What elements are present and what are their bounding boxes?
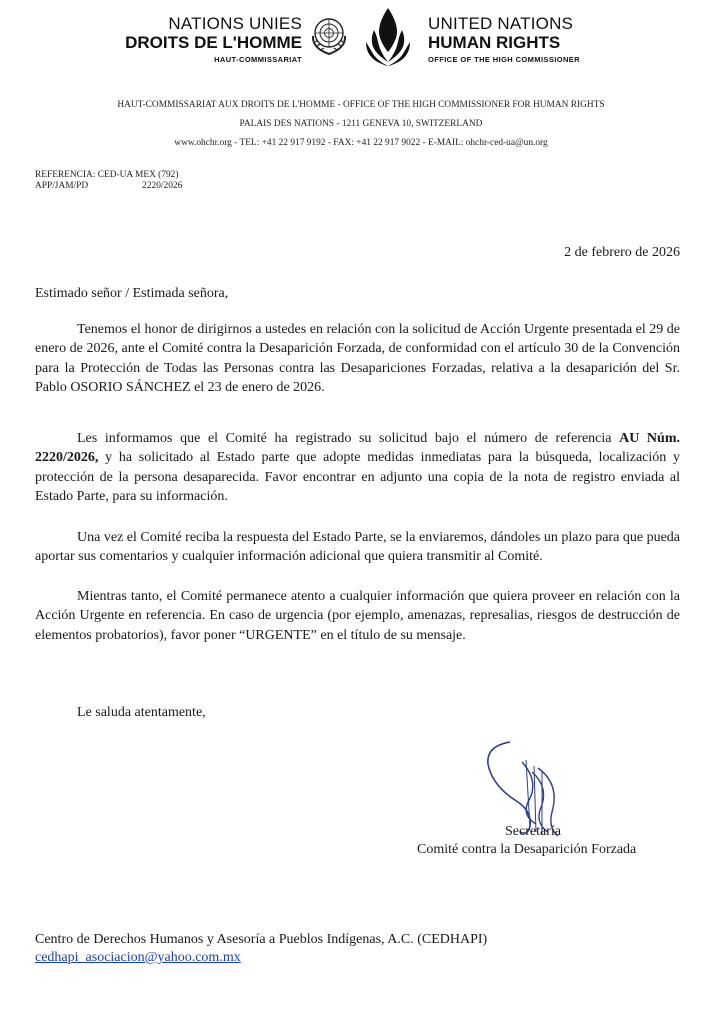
recipient-name: Centro de Derechos Humanos y Asesoría a Pueblos Indígenas, A.C. (CEDHAPI) — [35, 932, 488, 947]
paragraph-2-start: Les informamos que el Comité ha registrado su solicitud bajo el número de referencia — [77, 431, 620, 446]
office-line1: HAUT-COMMISSARIAT AUX DROITS DE L'HOMME - OFFICE OF THE HIGH COMMISSIONER FOR HUMAN RIGHTS — [117, 100, 605, 110]
paragraph-2 — [35, 429, 680, 507]
letterhead-fr-line1: NATIONS UNIES — [168, 14, 302, 33]
letterhead-en-line2: HUMAN RIGHTS — [428, 33, 561, 52]
reference-label: APP/JAM/PD — [35, 181, 89, 191]
letterhead-english — [428, 14, 648, 64]
signature-organization: Comité contra la Desaparición Forzada — [417, 842, 637, 857]
reference-code: 2220/2026 — [142, 181, 183, 191]
signature-role: Secretaría — [505, 824, 561, 839]
letterhead-french — [118, 14, 302, 64]
paragraph-1: Tenemos el honor de dirigirnos a ustedes en relación con la solicitud de Acción Urgente presentada el 29 de enero de 2026, ante el Comité contra la Desaparición Forzada, de conformidad con el artículo 30 de la Convención para la Protección de Todas las Personas contra las Desapariciones Forzadas, relativa a la desaparición del Sr. Pablo OSORIO SÁNCHEZ el 23 de enero de 2026. — [35, 322, 680, 396]
human-rights-flame-icon — [360, 4, 416, 70]
letter-date: 2 de febrero de 2026 — [564, 245, 680, 260]
salutation: Estimado señor / Estimada señora, — [35, 286, 229, 301]
letterhead-en-line1: UNITED NATIONS — [428, 14, 574, 33]
reference-line2 — [35, 181, 182, 192]
office-line2: PALAIS DES NATIONS - 1211 GENEVA 10, SWITZERLAND — [239, 119, 483, 129]
paragraph-2-end: y ha solicitado al Estado parte que adopte medidas inmediatas para la búsqueda, localización y protección de la persona desaparecida. Favor encontrar en adjunto una copia de la nota de registro enviada al Estado Parte, para su información. — [35, 450, 680, 505]
closing: Le saluda atentamente, — [77, 705, 206, 720]
un-emblem-icon — [306, 12, 352, 58]
reference-number-bold: AU Núm. 2220/2026, — [35, 431, 680, 466]
recipient-email-link[interactable]: cedhapi_asociacion@yahoo.com.mx — [35, 950, 241, 965]
letterhead-en-line3: OFFICE OF THE HIGH COMMISSIONER — [428, 55, 580, 64]
office-address — [20, 96, 702, 153]
reference-block — [35, 170, 182, 192]
paragraph-4: Mientras tanto, el Comité permanece atento a cualquier información que quiera proveer en relación con la Acción Urgente en referencia. En caso de urgencia (por ejemplo, amenazas, represalias, riesgos de destrucción de elementos probatorios), favor poner “URGENTE” en el título de su mensaje. — [35, 589, 680, 643]
office-line3: www.ohchr.org - TEL: +41 22 917 9192 - FAX: +41 22 917 9022 - E-MAIL: ohchr-ced-ua@un.org — [174, 138, 548, 148]
paragraph-3: Una vez el Comité reciba la respuesta del Estado Parte, se la enviaremos, dándoles un plazo para que pueda aportar sus comentarios y cualquier información adicional que quiera transmitir al Comité. — [35, 530, 680, 565]
reference-line1: REFERENCIA: CED-UA MEX (792) — [35, 170, 179, 180]
letterhead-fr-line3: HAUT-COMMISSARIAT — [214, 55, 302, 64]
letterhead-fr-line2: DROITS DE L'HOMME — [125, 33, 302, 52]
